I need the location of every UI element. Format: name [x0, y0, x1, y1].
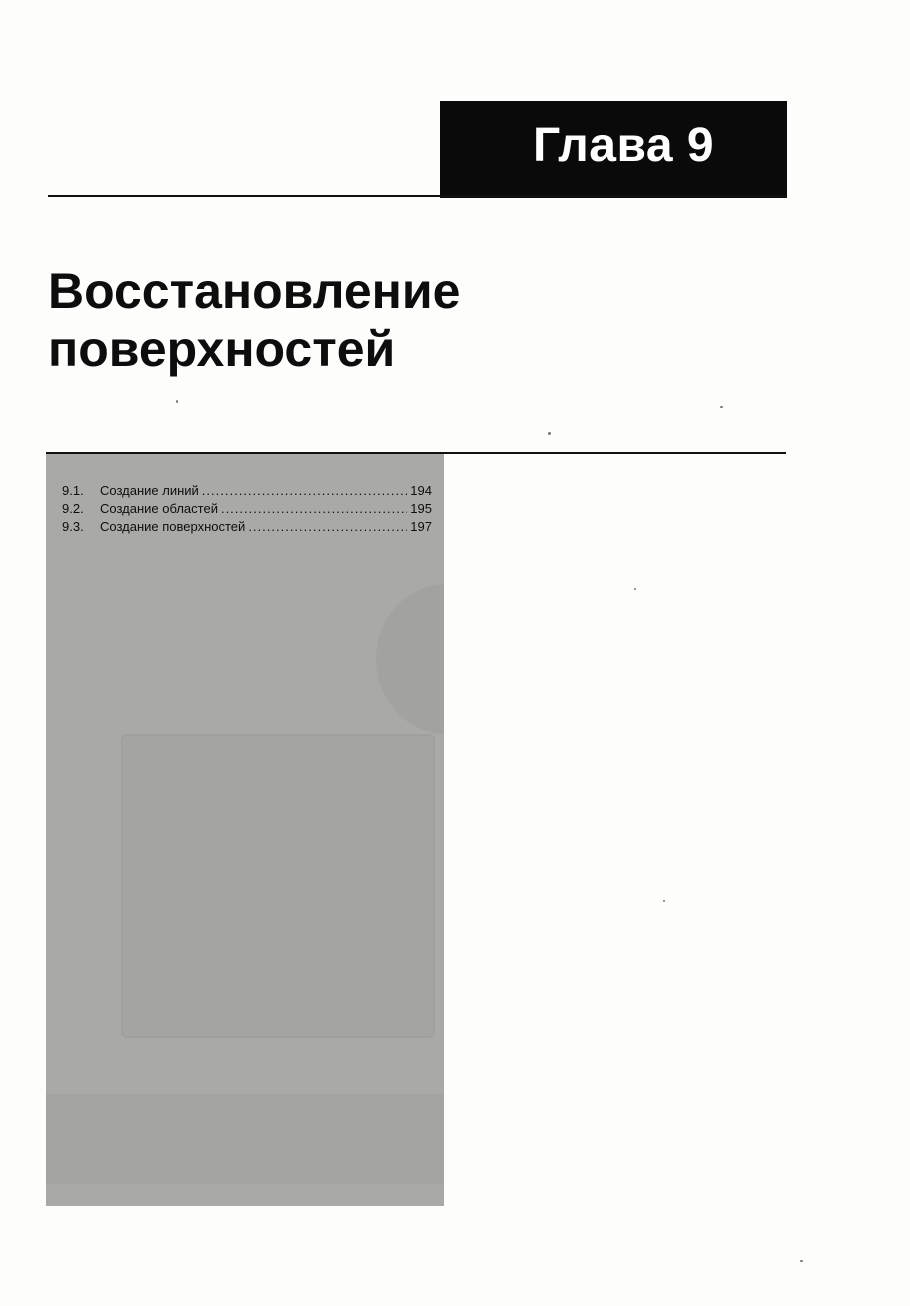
toc-item-title: Создание поверхностей	[100, 519, 246, 534]
toc-item[interactable]	[62, 482, 432, 500]
chapter-title-line-1: Восстановление	[48, 263, 461, 319]
chapter-banner	[440, 101, 787, 198]
chapter-label: Глава 9	[532, 119, 715, 172]
scan-speck	[663, 900, 665, 902]
toc-item-number: 9.2.	[62, 501, 84, 516]
chapter-title	[48, 262, 648, 378]
panel-background-band	[46, 1094, 444, 1184]
top-divider	[48, 195, 787, 197]
scan-speck	[176, 400, 178, 403]
toc-item[interactable]	[62, 518, 432, 536]
table-of-contents	[62, 482, 432, 536]
chapter-title-line-2: поверхностей	[48, 321, 396, 377]
panel-background-shape	[376, 584, 444, 734]
toc-item-title: Создание областей	[100, 501, 218, 516]
toc-leader-dots	[202, 482, 408, 500]
toc-leader-dots	[221, 500, 407, 518]
toc-item-title: Создание линий	[100, 483, 199, 498]
toc-item[interactable]	[62, 500, 432, 518]
toc-item-number: 9.3.	[62, 519, 84, 534]
toc-item-page: 197	[410, 519, 432, 534]
toc-item-page: 194	[410, 483, 432, 498]
scan-speck	[634, 588, 636, 590]
toc-item-page: 195	[410, 501, 432, 516]
scan-speck	[548, 432, 551, 435]
toc-panel	[46, 454, 444, 1206]
toc-item-number: 9.1.	[62, 483, 84, 498]
scan-speck	[720, 406, 723, 408]
toc-leader-dots	[248, 518, 407, 536]
scan-speck	[800, 1260, 803, 1262]
panel-background-frame	[121, 734, 435, 1038]
